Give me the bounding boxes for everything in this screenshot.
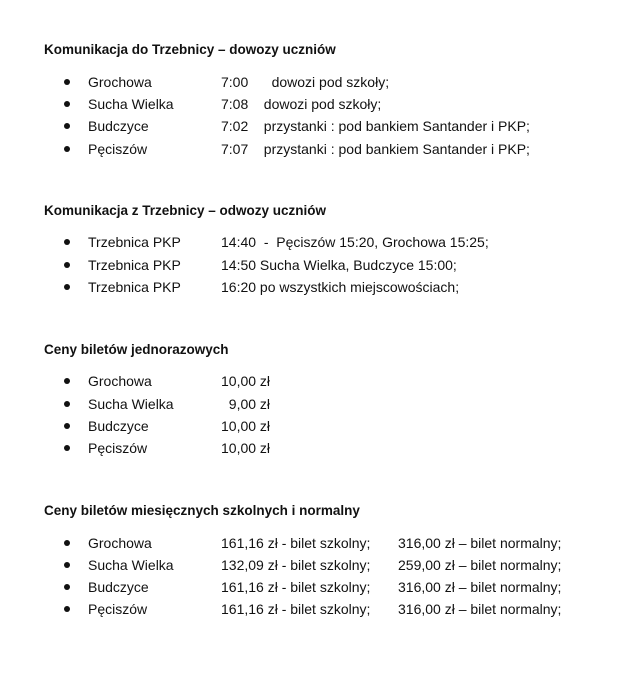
- list-item: [0, 232, 642, 252]
- bullet-icon: [64, 540, 70, 546]
- place-name: Grochowa: [88, 535, 152, 551]
- section-heading-single-tickets: Ceny biletów jednorazowych: [44, 342, 229, 357]
- ticket-price: 10,00 zł: [221, 373, 271, 389]
- bullet-icon: [64, 606, 70, 612]
- list-item: [0, 371, 642, 391]
- bullet-icon: [64, 562, 70, 568]
- bullet-icon: [64, 79, 70, 85]
- bullet-icon: [64, 123, 70, 129]
- bullet-icon: [64, 262, 70, 268]
- normal-ticket-price: 259,00 zł – bilet normalny;: [398, 557, 562, 573]
- place-name: Trzebnica PKP: [88, 234, 181, 250]
- school-ticket-price: 161,16 zł - bilet szkolny;: [221, 535, 371, 551]
- schedule-info: 14:40 - Pęciszów 15:20, Grochowa 15:25;: [221, 234, 489, 250]
- bullet-icon: [64, 101, 70, 107]
- bullet-icon: [64, 146, 70, 152]
- bullet-icon: [64, 401, 70, 407]
- place-name: Sucha Wielka: [88, 96, 174, 112]
- place-name: Budczyce: [88, 579, 149, 595]
- bullet-icon: [64, 378, 70, 384]
- section-heading-monthly-tickets: Ceny biletów miesięcznych szkolnych i normalny: [44, 503, 360, 518]
- ticket-price: 9,00 zł: [221, 396, 271, 412]
- schedule-info: 7:00 dowozi pod szkoły;: [221, 74, 390, 90]
- place-name: Grochowa: [88, 74, 152, 90]
- school-ticket-price: 161,16 zł - bilet szkolny;: [221, 579, 371, 595]
- school-ticket-price: 161,16 zł - bilet szkolny;: [221, 601, 371, 617]
- bullet-icon: [64, 584, 70, 590]
- ticket-price: 10,00 zł: [221, 418, 271, 434]
- bullet-icon: [64, 284, 70, 290]
- place-name: Trzebnica PKP: [88, 257, 181, 273]
- list-item: [0, 139, 642, 159]
- list-item: [0, 116, 642, 136]
- place-name: Grochowa: [88, 373, 152, 389]
- normal-ticket-price: 316,00 zł – bilet normalny;: [398, 601, 562, 617]
- list-item: [0, 555, 642, 575]
- place-name: Pęciszów: [88, 601, 148, 617]
- list-item: [0, 255, 642, 275]
- schedule-info: 16:20 po wszystkich miejscowościach;: [221, 279, 460, 295]
- bullet-icon: [64, 445, 70, 451]
- list-item: [0, 277, 642, 297]
- place-name: Budczyce: [88, 418, 149, 434]
- normal-ticket-price: 316,00 zł – bilet normalny;: [398, 579, 562, 595]
- schedule-info: 7:02 przystanki : pod bankiem Santander i PKP;: [221, 118, 530, 134]
- place-name: Pęciszów: [88, 141, 148, 157]
- school-ticket-price: 132,09 zł - bilet szkolny;: [221, 557, 371, 573]
- section-heading-odwozy: Komunikacja z Trzebnicy – odwozy uczniów: [44, 203, 327, 218]
- list-item: [0, 94, 642, 114]
- place-name: Sucha Wielka: [88, 557, 174, 573]
- normal-ticket-price: 316,00 zł – bilet normalny;: [398, 535, 562, 551]
- place-name: Budczyce: [88, 118, 149, 134]
- schedule-info: 7:08 dowozi pod szkoły;: [221, 96, 382, 112]
- schedule-info: 14:50 Sucha Wielka, Budczyce 15:00;: [221, 257, 457, 273]
- list-item: [0, 416, 642, 436]
- place-name: Pęciszów: [88, 440, 148, 456]
- list-item: [0, 533, 642, 553]
- list-item: [0, 577, 642, 597]
- place-name: Trzebnica PKP: [88, 279, 181, 295]
- list-item: [0, 394, 642, 414]
- schedule-info: 7:07 przystanki : pod bankiem Santander i PKP;: [221, 141, 530, 157]
- bullet-icon: [64, 423, 70, 429]
- ticket-price: 10,00 zł: [221, 440, 271, 456]
- section-heading-dowozy: Komunikacja do Trzebnicy – dowozy uczniów: [44, 42, 336, 57]
- list-item: [0, 72, 642, 92]
- place-name: Sucha Wielka: [88, 396, 174, 412]
- list-item: [0, 438, 642, 458]
- list-item: [0, 599, 642, 619]
- bullet-icon: [64, 239, 70, 245]
